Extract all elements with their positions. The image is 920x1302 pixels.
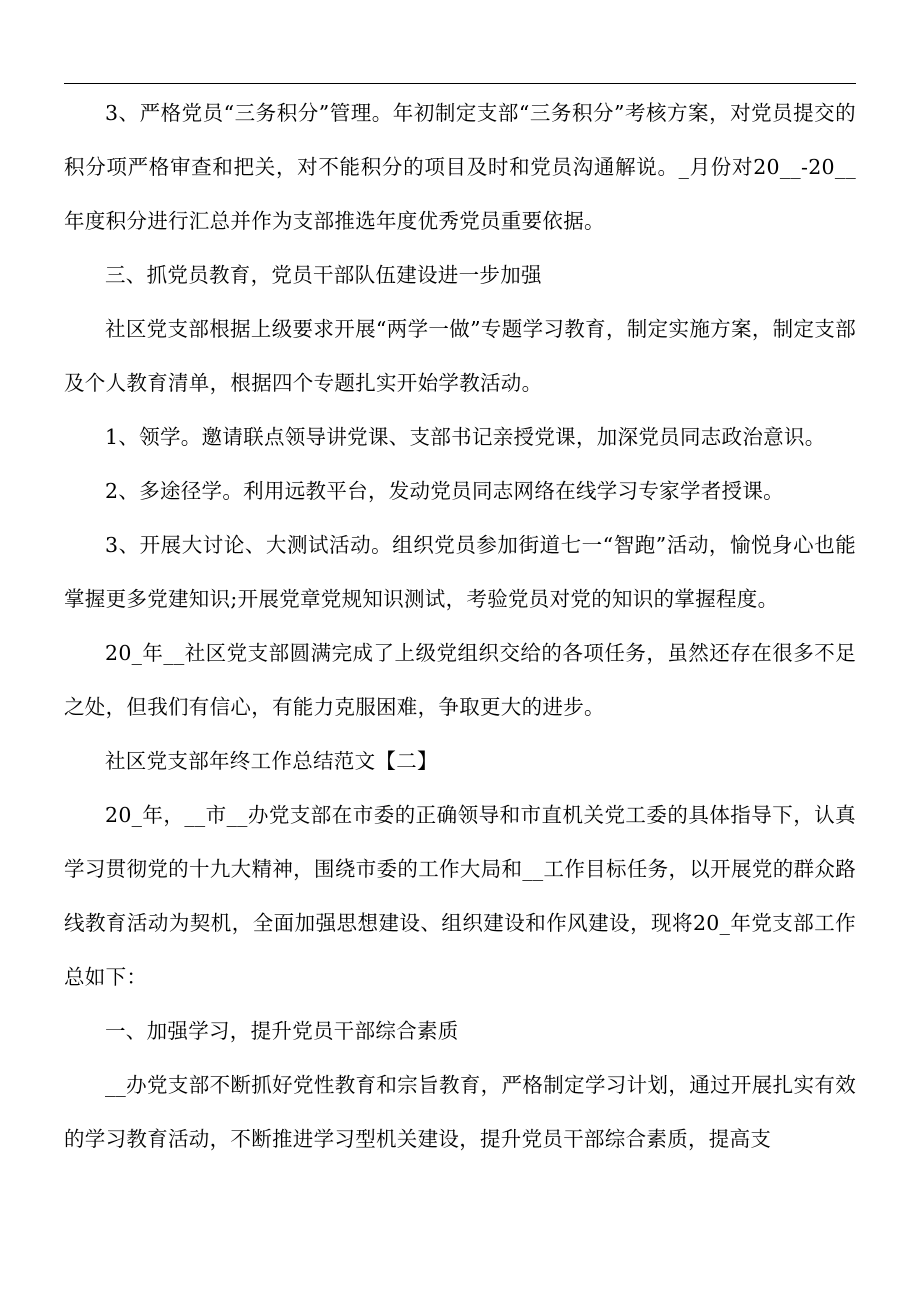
section-heading: 一、加强学习，提升党员干部综合素质 bbox=[105, 1019, 459, 1043]
paragraph: 3、严格党员“三务积分”管理。年初制定支部“三务积分”考核方案，对党员提交的积分项严格审查和把关，对不能积分的项目及时和党员沟通解说。_月份对20__-20__年度积分进行汇总并作为支部推选年度优秀党员重要依据。 bbox=[64, 101, 856, 233]
paragraph: 20_年__社区党支部圆满完成了上级党组织交给的各项任务，虽然还存在很多不足之处，但我们有信心，有能力克服困难，争取更大的进步。 bbox=[64, 641, 856, 719]
paragraph: __办党支部不断抓好党性教育和宗旨教育，严格制定学习计划，通过开展扎实有效的学习教育活动，不断推进学习型机关建设，提升党员干部综合素质，提高支 bbox=[64, 1073, 856, 1151]
paragraph: 20_年，__市__办党支部在市委的正确领导和市直机关党工委的具体指导下，认真学习贯彻党的十九大精神，围绕市委的工作大局和__工作目标任务，以开展党的群众路线教育活动为契机，全面加强思想建设、组织建设和作风建设，现将20_年党支部工作总如下： bbox=[64, 803, 856, 989]
section-heading: 三、抓党员教育，党员干部队伍建设进一步加强 bbox=[105, 263, 542, 287]
paragraph: 社区党支部根据上级要求开展“两学一做”专题学习教育，制定实施方案，制定支部及个人教育清单，根据四个专题扎实开始学教活动。 bbox=[64, 317, 856, 395]
paragraph: 3、开展大讨论、大测试活动。组织党员参加街道七一“智跑”活动，愉悦身心也能掌握更多党建知识;开展党章党规知识测试，考验党员对党的知识的掌握程度。 bbox=[64, 533, 856, 611]
document-body bbox=[64, 86, 856, 1166]
header-rule bbox=[64, 83, 856, 84]
paragraph: 1、领学。邀请联点领导讲党课、支部书记亲授党课，加深党员同志政治意识。 bbox=[105, 425, 826, 449]
paragraph: 2、多途径学。利用远教平台，发动党员同志网络在线学习专家学者授课。 bbox=[105, 479, 784, 503]
document-title: 社区党支部年终工作总结范文【二】 bbox=[105, 749, 438, 773]
